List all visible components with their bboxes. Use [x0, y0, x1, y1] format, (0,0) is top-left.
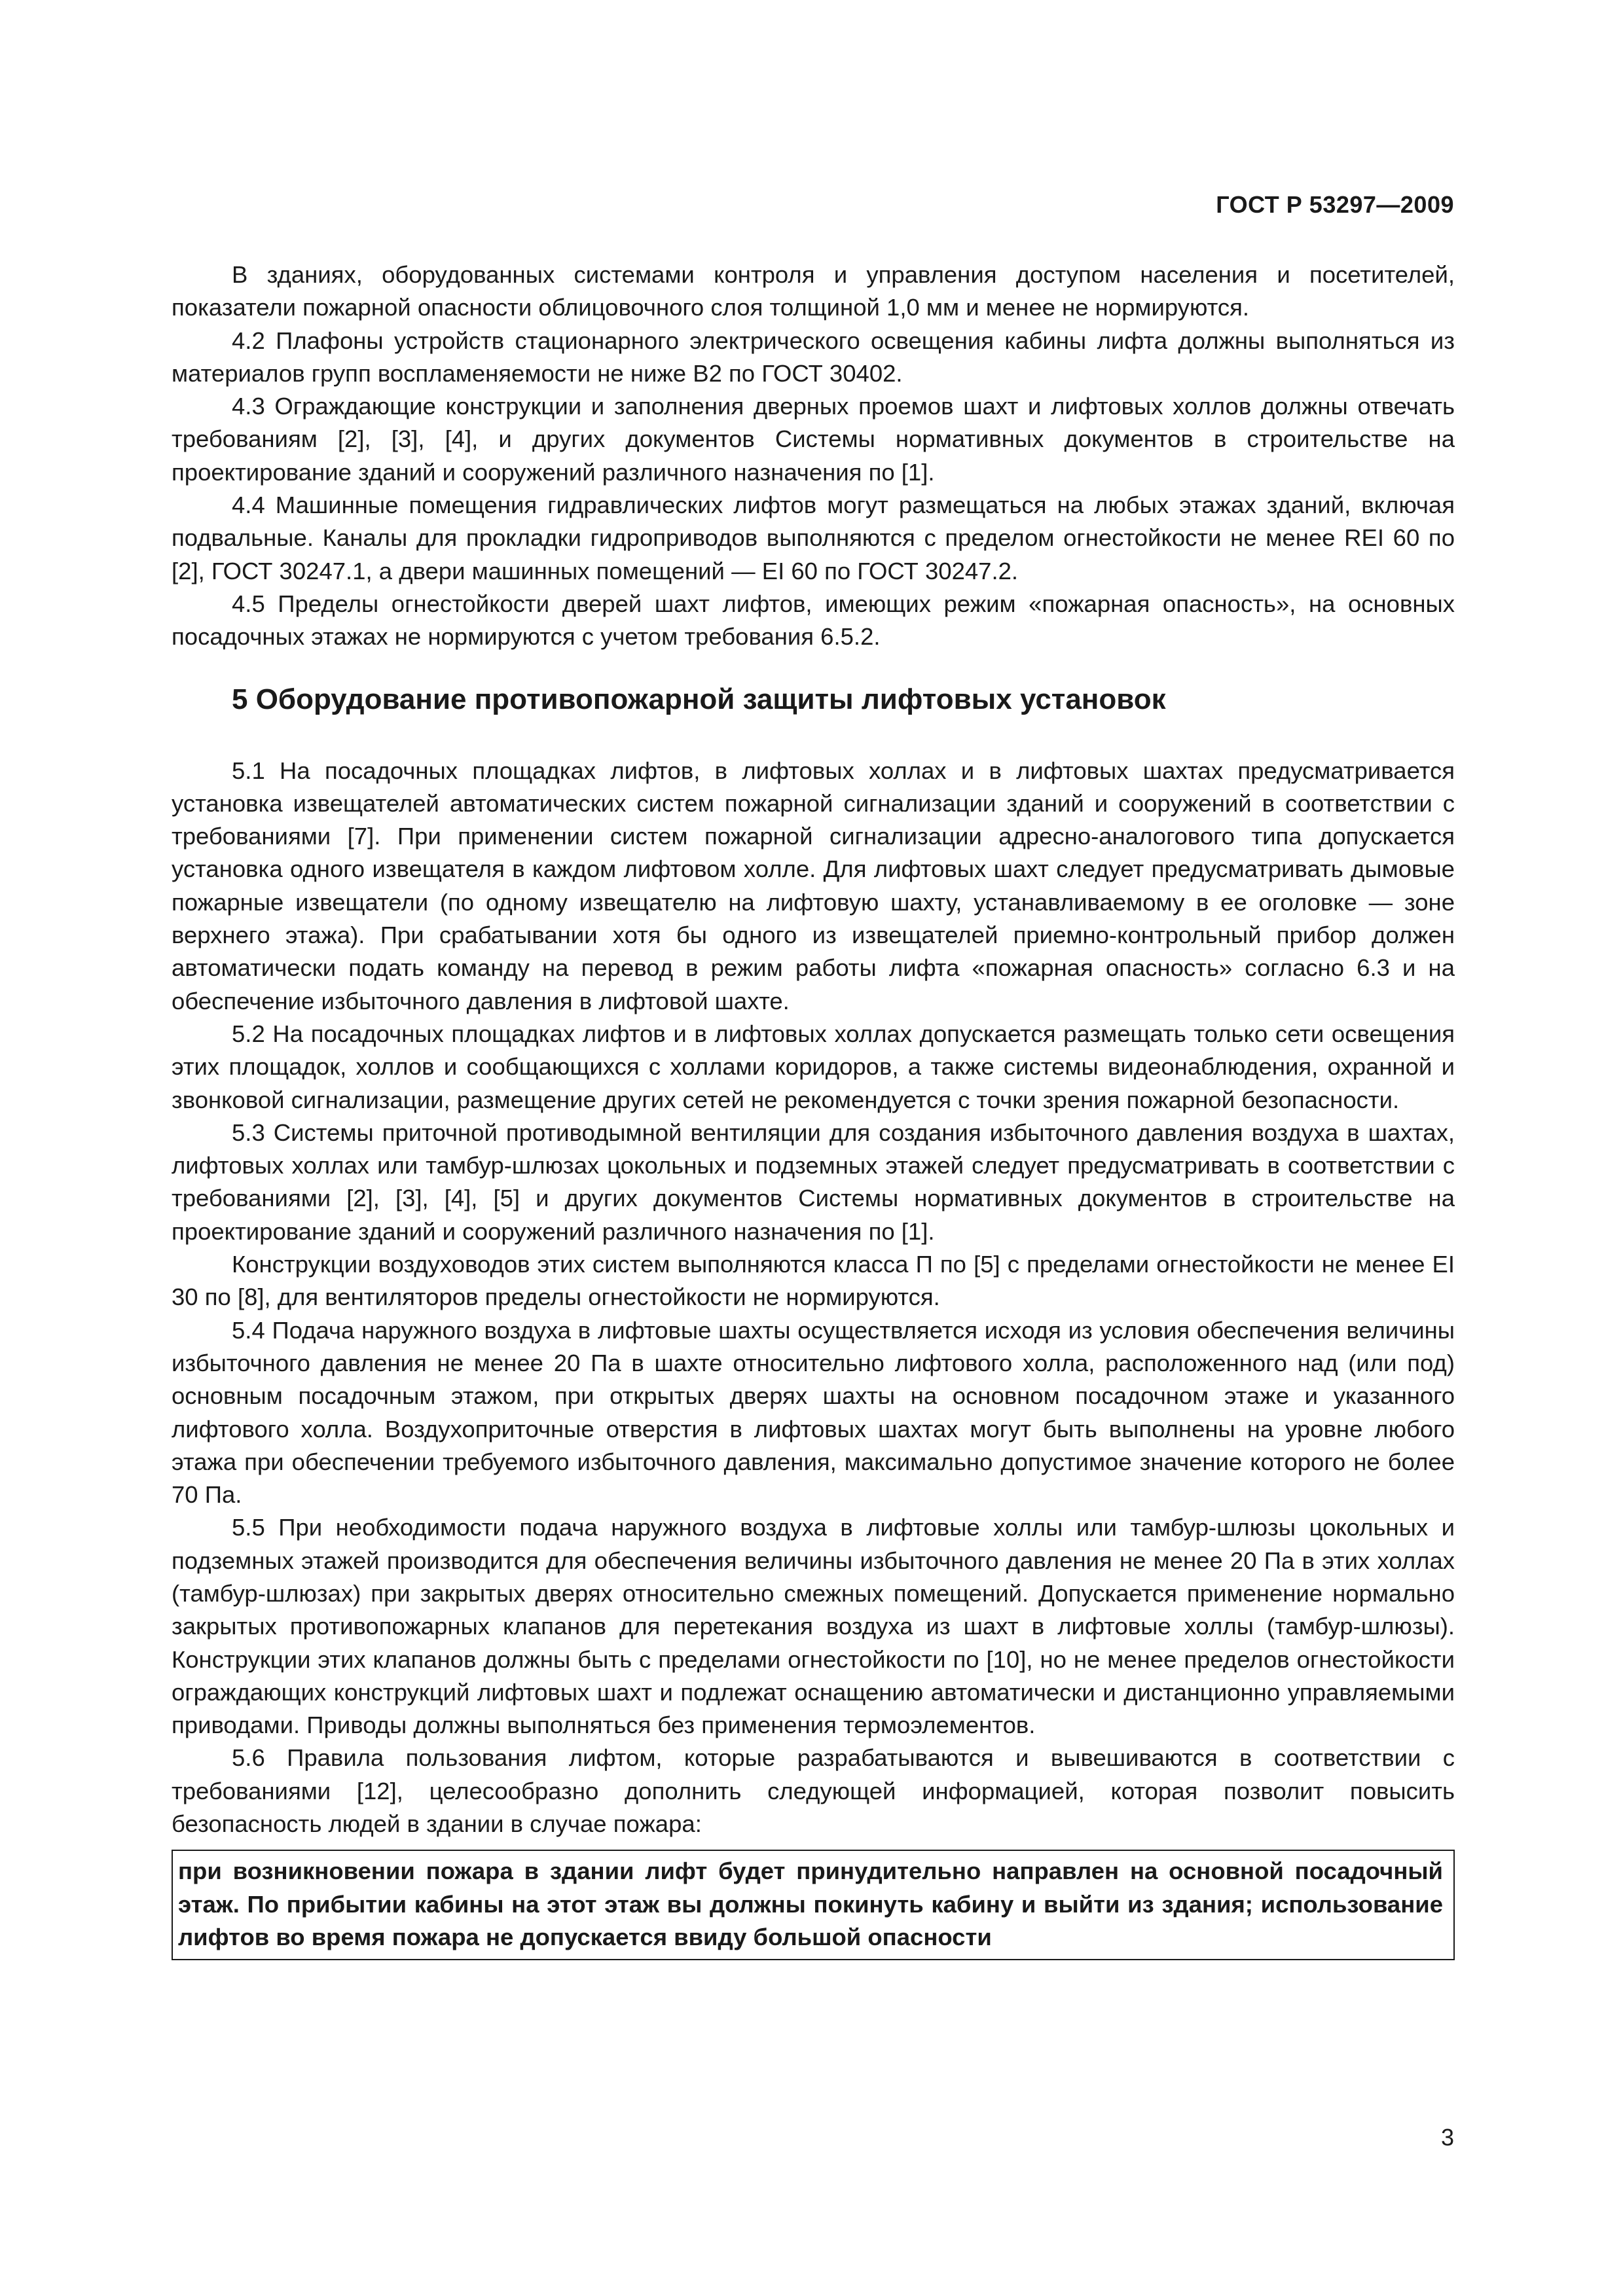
section-5-title: 5 Оборудование противопожарной защиты лифтовых установок	[232, 683, 1166, 715]
document-body	[172, 259, 1455, 1960]
paragraph-5-1: 5.1 На посадочных площадках лифтов, в лифтовых холлах и в лифтовых шахтах предусматривается установка извещателей автоматических систем пожарной сигнализации зданий и сооружений в соответствии с требованиями [7]. При применении систем пожарной сигнализации адресно-аналогового типа допускается установка одного извещателя в каждом лифтовом холле. Для лифтовых шахт следует предусматривать дымовые пожарные извещатели (по одному извещателю на лифтовую шахту, устанавливаемому в ее оголовке — зоне верхнего этажа). При срабатывании хотя бы одного из извещателей приемно-контрольный прибор должен автоматически подать команду на перевод в режим работы лифта «пожарная опасность» согласно 6.3 и на обеспечение избыточного давления в лифтовой шахте.	[172, 757, 1455, 1014]
paragraph-5-6: 5.6 Правила пользования лифтом, которые разрабатываются и вывешиваются в соответствии с требованиями [12], целесообразно дополнить следующей информацией, которая позволит повысить безопасность людей в здании в случае пожара:	[172, 1744, 1455, 1838]
paragraph-5-3-ducts: Конструкции воздуховодов этих систем выполняются класса П по [5] с пределами огнестойкости не менее EI 30 по [8], для вентиляторов пределы огнестойкости не нормируются.	[172, 1251, 1455, 1311]
document-code: ГОСТ Р 53297—2009	[1216, 191, 1454, 218]
paragraph-5-2: 5.2 На посадочных площадках лифтов и в лифтовых холлах допускается размещать только сети освещения этих площадок, холлов и сообщающихся с холлами коридоров, а также системы видеонаблюдения, охранной и звонковой сигнализации, размещение других сетей не рекомендуется с точки зрения пожарной безопасности.	[172, 1020, 1455, 1113]
paragraph-5-4: 5.4 Подача наружного воздуха в лифтовые шахты осуществляется исходя из условия обеспечения величины избыточного давления не менее 20 Па в шахте относительно лифтового холла, расположенного над (или под) основным посадочным этажом, при открытых дверях шахты на основном посадочном этаже и указанного лифтового холла. Воздухоприточные отверстия в лифтовых шахтах могут быть выполнены на уровне любого этажа при обеспечении требуемого избыточного давления, максимально допустимое значение которого не более 70 Па.	[172, 1316, 1455, 1509]
paragraph-5-3: 5.3 Системы приточной противодымной вентиляции для создания избыточного давления воздуха в шахтах, лифтовых холлах или тамбур-шлюзах цокольных и подземных этажей следует предусматривать в соответствии с требованиями [2], [3], [4], [5] и других документов Системы нормативных документов в строительстве на проектирование зданий и сооружений различного назначения по [1].	[172, 1119, 1455, 1245]
paragraph-4-3: 4.3 Ограждающие конструкции и заполнения дверных проемов шахт и лифтовых холлов должны отвечать требованиям [2], [3], [4], и других документов Системы нормативных документов в строительстве на проектирование зданий и сооружений различного назначения по [1].	[172, 393, 1455, 486]
paragraph-access-control: В зданиях, оборудованных системами контроля и управления доступом населения и посетителей, показатели пожарной опасности облицовочного слоя толщиной 1,0 мм и менее не нормируются.	[172, 261, 1455, 321]
fire-notice-box: при возникновении пожара в здании лифт будет принудительно направлен на основной посадочный этаж. По прибытии кабины на этот этаж вы должны покинуть кабину и выйти из здания; использование лифтов во время пожара не допускается ввиду большой опасности	[172, 1850, 1455, 1960]
paragraph-4-4: 4.4 Машинные помещения гидравлических лифтов могут размещаться на любых этажах зданий, включая подвальные. Каналы для прокладки гидроприводов выполняются с пределом огнестойкости не менее REI 60 по [2], ГОСТ 30247.1, а двери машинных помещений — EI 60 по ГОСТ 30247.2.	[172, 492, 1455, 584]
paragraph-4-2: 4.2 Плафоны устройств стационарного электрического освещения кабины лифта должны выполняться из материалов групп воспламеняемости не ниже В2 по ГОСТ 30402.	[172, 327, 1455, 387]
paragraph-4-5: 4.5 Пределы огнестойкости дверей шахт лифтов, имеющих режим «пожарная опасность», на основных посадочных этажах не нормируются с учетом требования 6.5.2.	[172, 590, 1455, 651]
paragraph-5-5: 5.5 При необходимости подача наружного воздуха в лифтовые холлы или тамбур-шлюзы цокольных и подземных этажей производится для обеспечения величины избыточного давления не менее 20 Па в этих холлах (тамбур-шлюзах) при закрытых дверях относительно смежных помещений. Допускается применение нормально закрытых противопожарных клапанов для перетекания воздуха из шахт в лифтовые холлы (тамбур-шлюзы). Конструкции этих клапанов должны быть с пределами огнестойкости по [10], но не менее пределов огнестойкости ограждающих конструкций лифтовых шахт и подлежат оснащению автоматически и дистанционно управляемыми приводами. Приводы должны выполняться без применения термоэлементов.	[172, 1514, 1455, 1739]
page-number: 3	[1440, 2124, 1454, 2151]
